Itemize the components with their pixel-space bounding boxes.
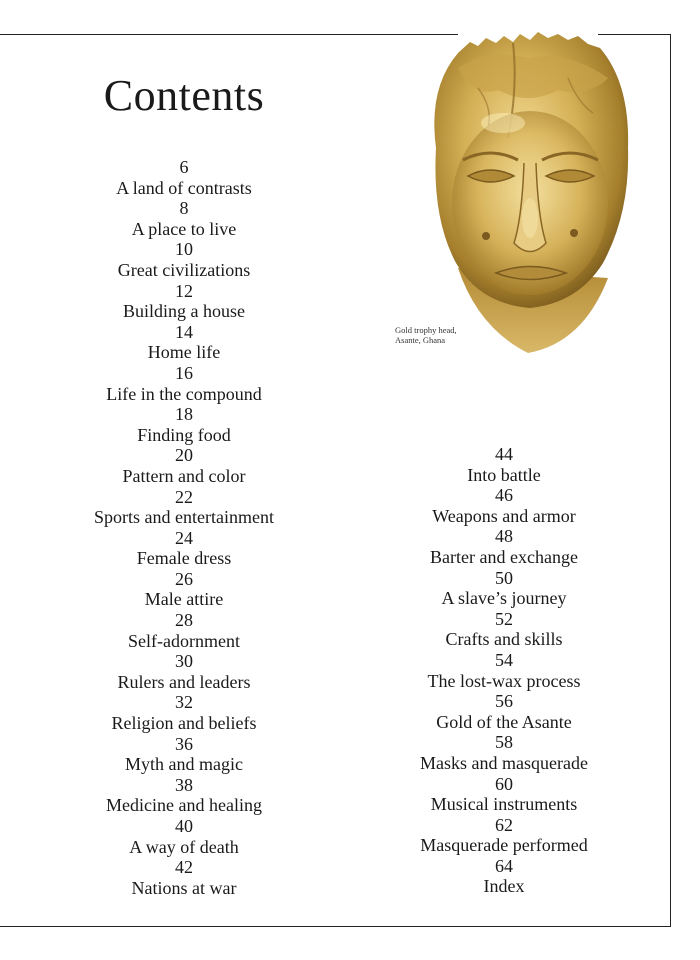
toc-chapter-title: Sports and entertainment xyxy=(94,507,274,528)
toc-chapter-title: Weapons and armor xyxy=(432,505,576,526)
toc-entry xyxy=(60,857,308,898)
toc-page-number: 64 xyxy=(495,855,513,876)
toc-page-number: 54 xyxy=(495,649,513,670)
toc-chapter-title: Musical instruments xyxy=(430,794,578,815)
toc-entry xyxy=(395,774,613,815)
gold-trophy-head-image xyxy=(418,28,640,358)
toc-entry xyxy=(60,198,308,239)
toc-page-number: 60 xyxy=(495,773,513,794)
toc-page-number: 58 xyxy=(495,732,513,753)
toc-entry xyxy=(60,281,308,322)
toc-page-number: 10 xyxy=(175,239,193,260)
toc-entry xyxy=(395,856,613,897)
toc-chapter-title: Life in the compound xyxy=(106,383,262,404)
toc-page-number: 32 xyxy=(175,692,193,713)
toc-chapter-title: Self-adornment xyxy=(128,630,240,651)
toc-chapter-title: A slave’s journey xyxy=(441,588,567,609)
toc-chapter-title: A way of death xyxy=(129,836,239,857)
toc-page-number: 14 xyxy=(175,321,193,342)
toc-entry xyxy=(60,239,308,280)
caption-line-1: Gold trophy head, xyxy=(395,325,457,335)
toc-chapter-title: Into battle xyxy=(467,464,541,485)
toc-page-number: 44 xyxy=(495,444,513,464)
toc-chapter-title: Masks and masquerade xyxy=(420,752,588,773)
toc-entry xyxy=(60,322,308,363)
image-caption xyxy=(395,325,457,345)
toc-page-number: 12 xyxy=(175,280,193,301)
toc-entry xyxy=(60,157,308,198)
toc-entry xyxy=(60,445,308,486)
toc-chapter-title: Crafts and skills xyxy=(445,629,563,650)
toc-page-number: 26 xyxy=(175,568,193,589)
toc-chapter-title: Religion and beliefs xyxy=(111,713,257,734)
toc-page-number: 24 xyxy=(175,527,193,548)
toc-chapter-title: Home life xyxy=(147,342,221,363)
toc-page-number: 42 xyxy=(175,857,193,878)
toc-entry xyxy=(395,485,613,526)
toc-chapter-title: Masquerade performed xyxy=(420,835,588,856)
toc-chapter-title: Myth and magic xyxy=(125,754,243,775)
toc-chapter-title: The lost-wax process xyxy=(427,670,581,691)
toc-page-number: 48 xyxy=(495,526,513,547)
toc-entry xyxy=(60,487,308,528)
toc-page-number: 22 xyxy=(175,486,193,507)
toc-page-number: 6 xyxy=(179,157,189,177)
toc-entry xyxy=(60,528,308,569)
top-border-rule xyxy=(0,34,458,35)
toc-entry xyxy=(395,650,613,691)
toc-page-number: 52 xyxy=(495,608,513,629)
toc-chapter-title: Pattern and color xyxy=(122,465,246,486)
toc-entry xyxy=(395,444,613,485)
toc-chapter-title: Finding food xyxy=(137,424,231,445)
toc-entry xyxy=(395,815,613,856)
toc-page-number: 50 xyxy=(495,567,513,588)
toc-page-number: 40 xyxy=(175,816,193,836)
toc-chapter-title: Male attire xyxy=(144,589,224,610)
toc-entry xyxy=(60,816,308,857)
toc-entry xyxy=(60,610,308,651)
toc-page-number: 36 xyxy=(175,733,193,754)
toc-page-number: 16 xyxy=(175,362,193,383)
toc-entry xyxy=(60,651,308,692)
toc-page-number: 56 xyxy=(495,691,513,712)
toc-entry xyxy=(395,732,613,773)
toc-page-number: 38 xyxy=(175,774,193,795)
toc-chapter-title: Gold of the Asante xyxy=(436,711,572,732)
toc-chapter-title: Rulers and leaders xyxy=(117,671,251,692)
toc-entry xyxy=(60,363,308,404)
toc-chapter-title: Index xyxy=(483,876,525,897)
toc-entry xyxy=(60,775,308,816)
toc-right-column xyxy=(395,444,613,897)
bottom-border-rule xyxy=(0,926,671,927)
toc-chapter-title: Medicine and healing xyxy=(106,795,262,816)
toc-chapter-title: A land of contrasts xyxy=(116,177,252,198)
toc-entry xyxy=(60,734,308,775)
toc-entry xyxy=(60,404,308,445)
toc-chapter-title: Building a house xyxy=(123,301,245,322)
toc-chapter-title: A place to live xyxy=(131,218,237,239)
toc-page-number: 20 xyxy=(175,445,193,466)
toc-page-number: 8 xyxy=(179,198,189,219)
page-title: Contents xyxy=(103,71,265,120)
toc-page-number: 28 xyxy=(175,610,193,631)
toc-entry xyxy=(60,569,308,610)
toc-entry xyxy=(395,526,613,567)
toc-chapter-title: Barter and exchange xyxy=(430,546,578,567)
caption-line-2: Asante, Ghana xyxy=(395,335,446,345)
toc-entry xyxy=(60,692,308,733)
right-border-rule xyxy=(670,34,671,926)
toc-entry xyxy=(395,609,613,650)
toc-page-number: 18 xyxy=(175,404,193,425)
toc-page-number: 62 xyxy=(495,814,513,835)
toc-left-column xyxy=(60,157,308,898)
toc-chapter-title: Female dress xyxy=(136,548,232,569)
toc-page-number: 46 xyxy=(495,485,513,506)
toc-entry xyxy=(395,568,613,609)
toc-entry xyxy=(395,691,613,732)
toc-page-number: 30 xyxy=(175,651,193,672)
toc-chapter-title: Great civilizations xyxy=(117,259,251,280)
toc-chapter-title: Nations at war xyxy=(131,877,237,898)
